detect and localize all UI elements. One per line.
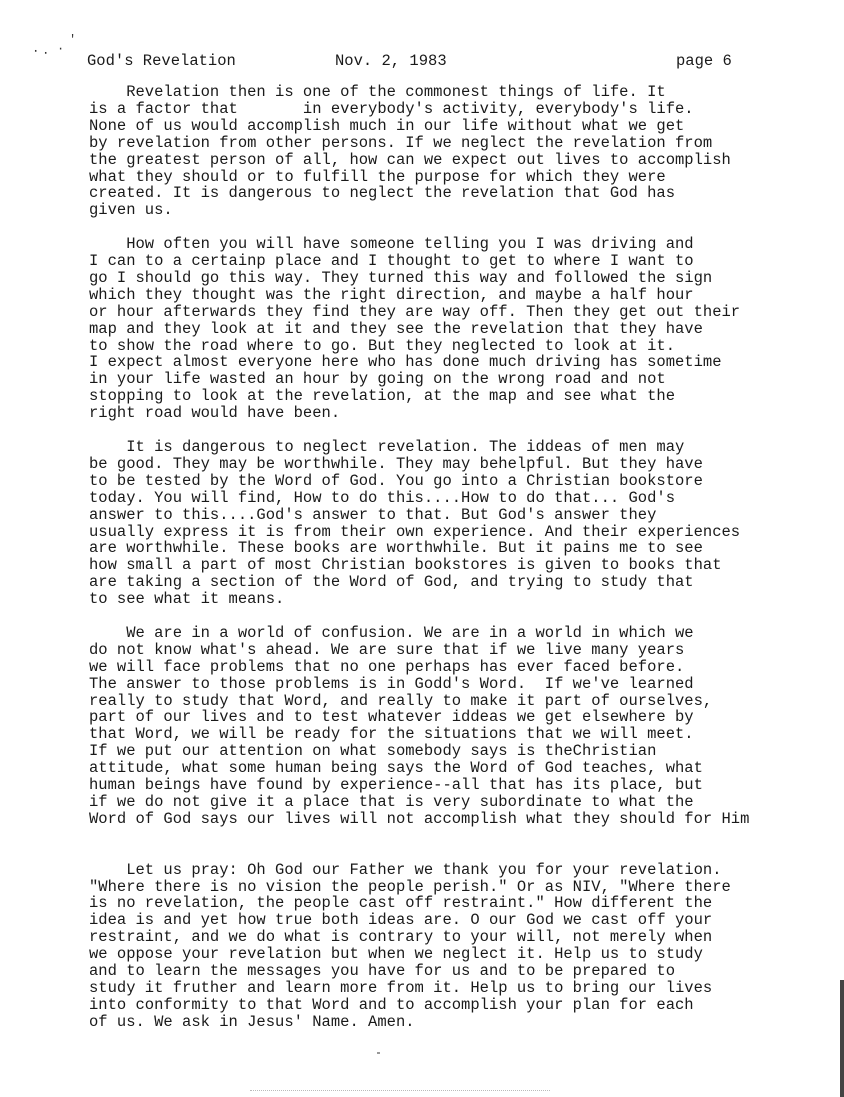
- text-line: or hour afterwards they find they are way off. Then they get out their: [89, 302, 741, 321]
- text-line: to show the road where to go. But they neglected to look at it.: [89, 336, 675, 355]
- text-line: The answer to those problems is in Godd's Word. If we've learned: [89, 674, 694, 693]
- text-line: in your life wasted an hour by going on the wrong road and not: [89, 370, 666, 389]
- text-line: go I should go this way. They turned this way and followed the sign: [89, 268, 713, 287]
- text-line: How often you will have someone telling you I was driving and: [89, 235, 694, 254]
- text-line: attitude, what some human being says the Word of God teaches, what: [89, 759, 703, 778]
- text-line: how small a part of most Christian bookstores is given to books that: [89, 556, 722, 575]
- text-line: what they should or to fulfill the purpose for which they were: [89, 167, 666, 186]
- text-line: idea is and yet how true both ideas are. O our God we cast off your: [89, 911, 713, 930]
- text-line: stopping to look at the revelation, at the map and see what the: [89, 387, 675, 406]
- text-line: really to study that Word, and really to make it part of ourselves,: [89, 691, 713, 710]
- text-line: of us. We ask in Jesus' Name. Amen.: [89, 1012, 415, 1031]
- paragraph-4: [89, 625, 829, 828]
- text-line: are worthwhile. These books are worthwhile. But it pains me to see: [89, 539, 703, 558]
- text-line: human beings have found by experience--all that has its place, but: [89, 776, 703, 795]
- text-line: "Where there is no vision the people perish." Or as NIV, "Where there: [89, 877, 731, 896]
- text-line: given us.: [89, 201, 173, 220]
- text-line: restraint, and we do what is contrary to your will, not merely when: [89, 928, 713, 947]
- text-line: Revelation then is one of the commonest things of life. It: [89, 83, 666, 101]
- scan-bleed-through: [250, 1090, 550, 1094]
- text-line: if we do not give it a place that is very subordinate to what the: [89, 793, 694, 812]
- text-line: the greatest person of all, how can we expect out lives to accomplish: [89, 150, 731, 169]
- text-line: to see what it means.: [89, 590, 285, 609]
- scan-edge-bar: [840, 980, 844, 1097]
- text-line: I can to a certainp place and I thought to get to where I want to: [89, 252, 694, 271]
- text-line: are taking a section of the Word of God, and trying to study that: [89, 573, 694, 592]
- text-line: Word of God says our lives will not accomplish what they should for Him: [89, 809, 750, 828]
- scan-speck: ·: [57, 42, 65, 56]
- paragraph-3: [89, 439, 829, 608]
- document-title: God's Revelation: [87, 52, 236, 70]
- document-body: [89, 84, 829, 1031]
- text-line: into conformity to that Word and to accomplish your plan for each: [89, 995, 694, 1014]
- text-line: we will face problems that no one perhaps has ever faced before.: [89, 657, 685, 676]
- text-line: is a factor that in everybody's activity, everybody's life.: [89, 99, 694, 118]
- text-line: to be tested by the Word of God. You go into a Christian bookstore: [89, 471, 703, 490]
- text-line: today. You will find, How to do this....How to do that... God's: [89, 488, 675, 507]
- text-line: If we put our attention on what somebody says is theChristian: [89, 742, 657, 761]
- scan-speck: [377, 1052, 380, 1054]
- scan-speck: ⋅: [42, 47, 50, 61]
- scan-speck: ′: [69, 33, 77, 47]
- text-line: answer to this....God's answer to that. But God's answer they: [89, 505, 657, 524]
- text-line: that Word, we will be ready for the situations that we will meet.: [89, 725, 694, 744]
- text-line: It is dangerous to neglect revelation. The iddeas of men may: [89, 438, 685, 456]
- text-line: We are in a world of confusion. We are in a world in which we: [89, 623, 694, 642]
- text-line: None of us would accomplish much in our life without what we get: [89, 116, 685, 135]
- text-line: I expect almost everyone here who has done much driving has sometime: [89, 353, 722, 372]
- text-line: do not know what's ahead. We are sure that if we live many years: [89, 640, 685, 659]
- text-line: Let us pray: Oh God our Father we thank you for your revelation.: [89, 860, 722, 879]
- page-number: page 6: [676, 52, 732, 70]
- text-line: right road would have been.: [89, 404, 341, 423]
- text-line: by revelation from other persons. If we neglect the revelation from: [89, 133, 713, 152]
- text-line: and to learn the messages you have for us and to be prepared to: [89, 962, 675, 981]
- text-line: map and they look at it and they see the revelation that they have: [89, 319, 703, 338]
- text-line: is no revelation, the people cast off restraint." How different the: [89, 894, 713, 913]
- text-line: usually express it is from their own experience. And their experiences: [89, 522, 741, 541]
- text-line: we oppose your revelation but when we neglect it. Help us to study: [89, 945, 703, 964]
- text-line: which they thought was the right direction, and maybe a half hour: [89, 285, 694, 304]
- paragraph-1: [89, 84, 829, 219]
- scan-speck: ⋅: [32, 45, 40, 59]
- text-line: be good. They may be worthwhile. They may behelpful. But they have: [89, 454, 703, 473]
- paragraph-5-prayer: [89, 862, 829, 1031]
- document-date: Nov. 2, 1983: [335, 52, 447, 70]
- text-line: study it fruther and learn more from it. Help us to bring our lives: [89, 978, 713, 997]
- text-line: part of our lives and to test whatever iddeas we get elsewhere by: [89, 708, 694, 727]
- text-line: created. It is dangerous to neglect the revelation that God has: [89, 184, 675, 203]
- paragraph-2: [89, 236, 829, 422]
